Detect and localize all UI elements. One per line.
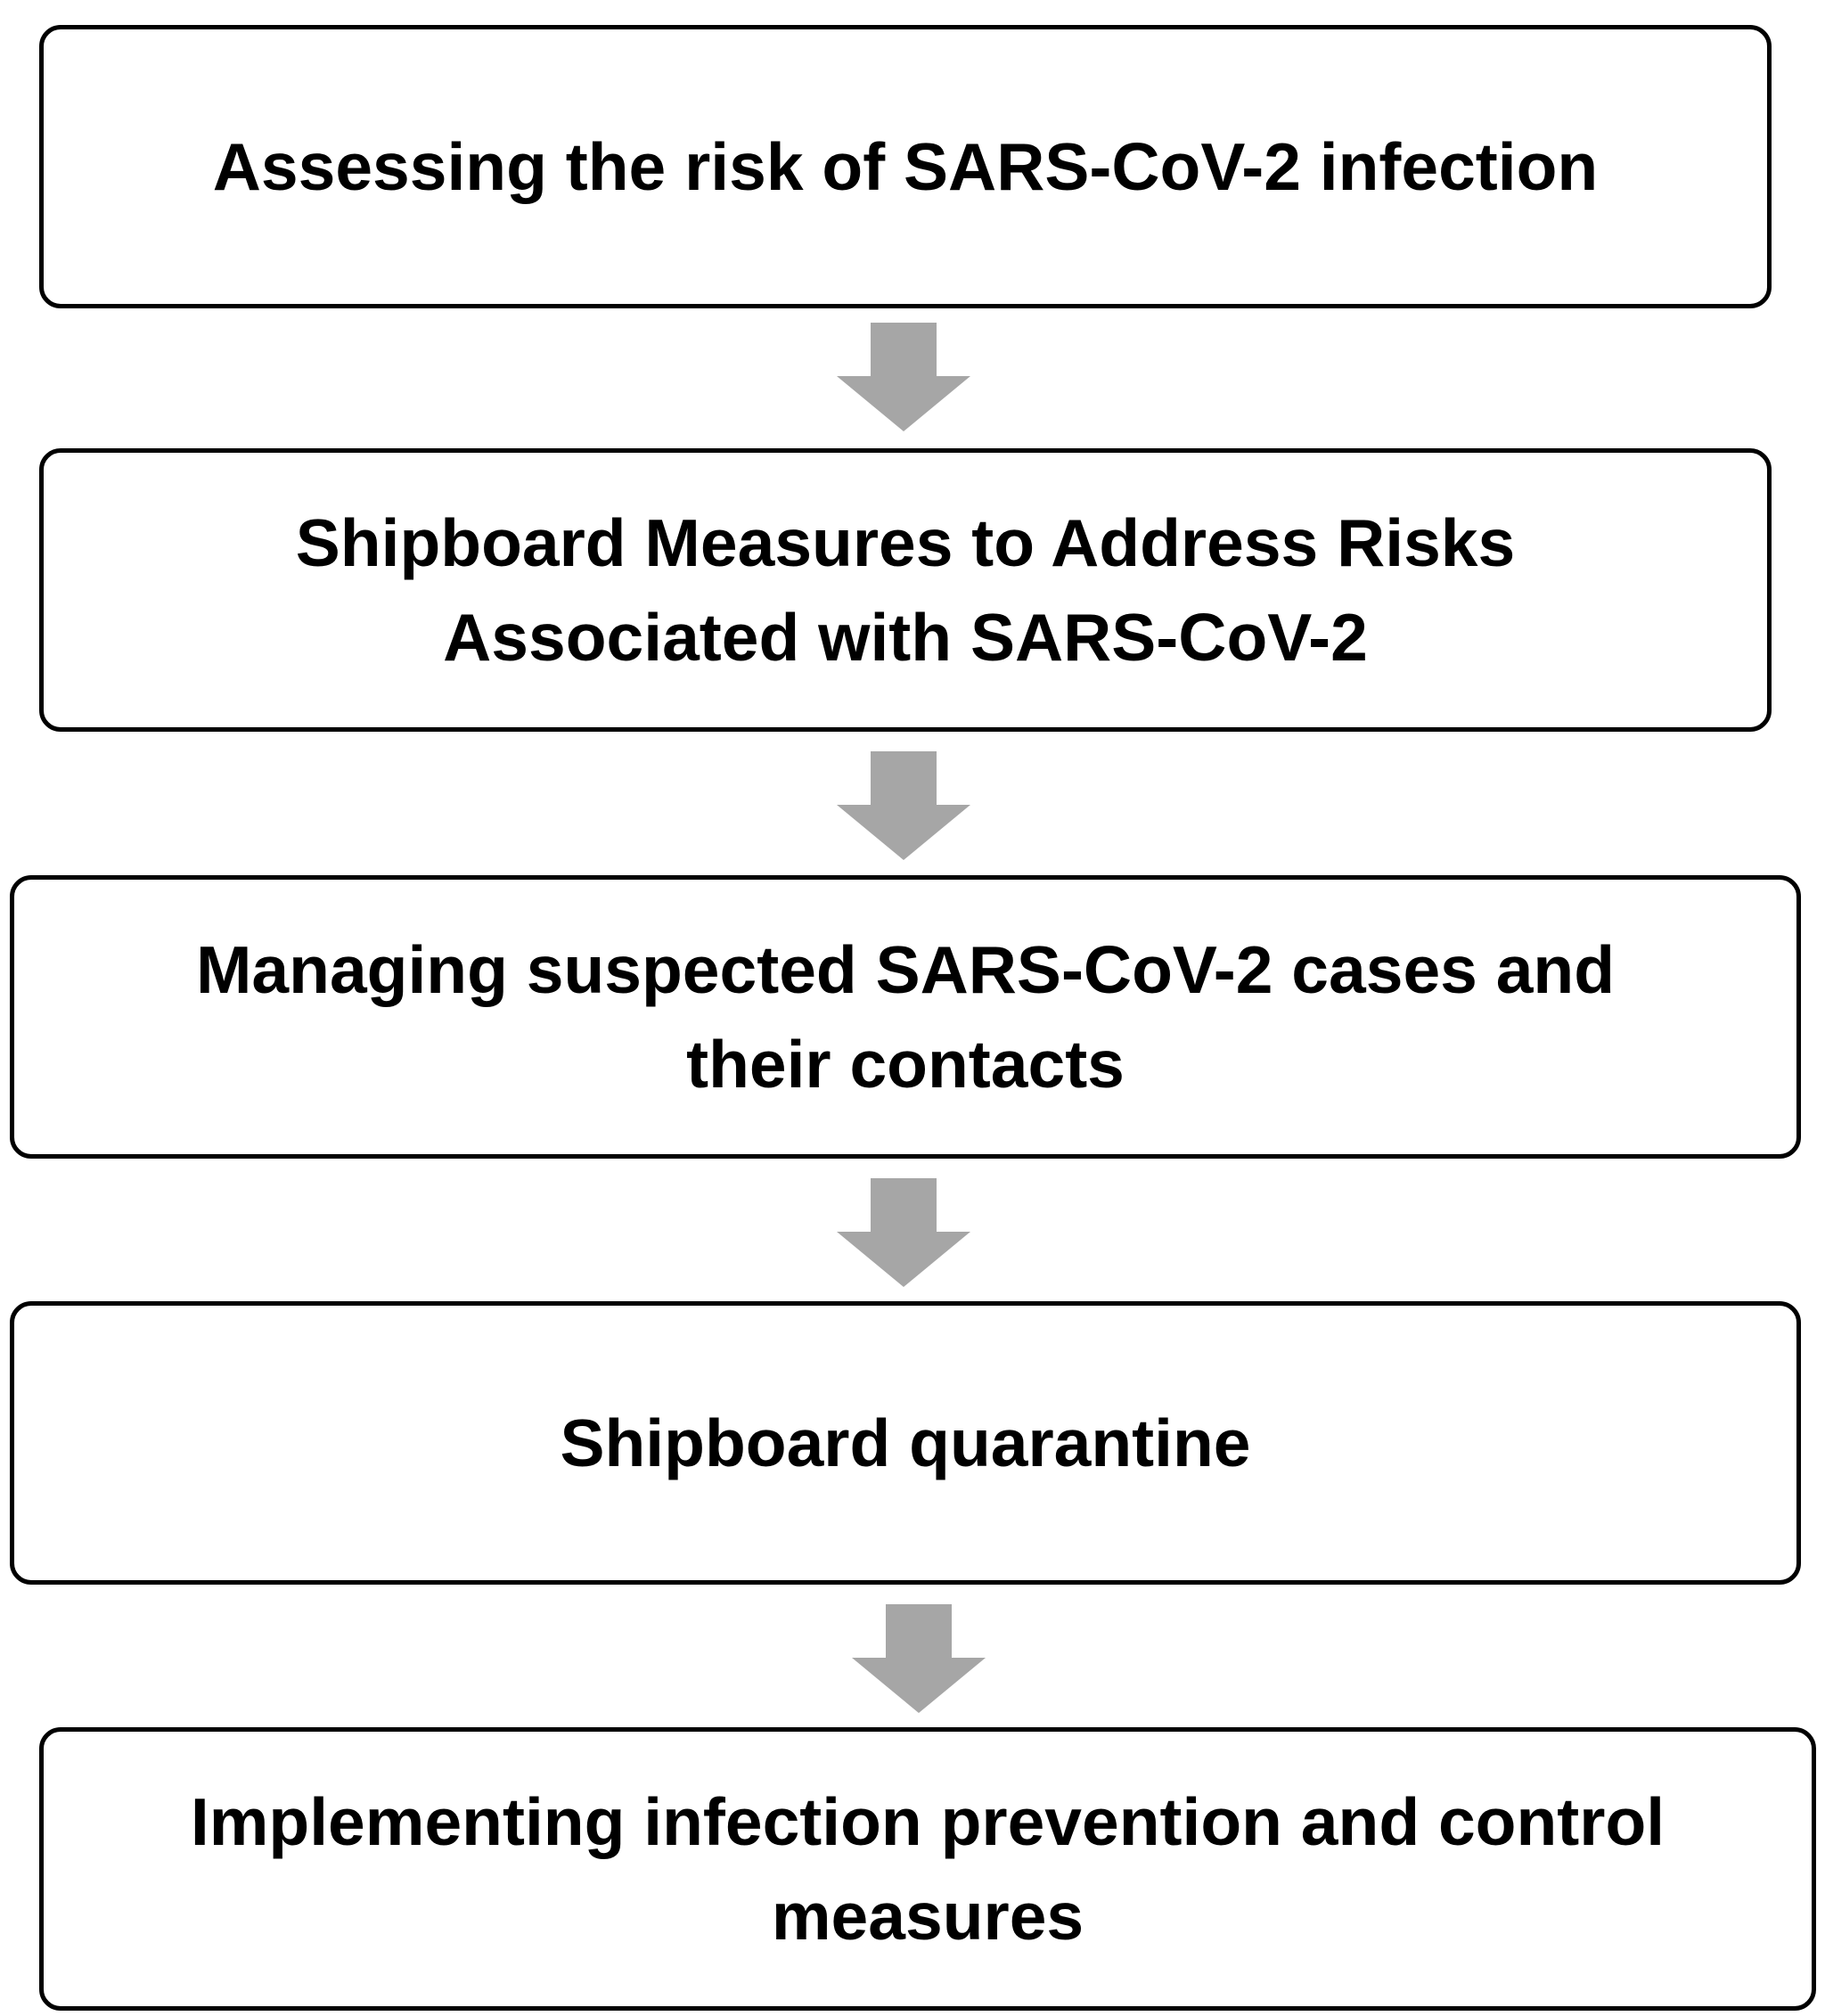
down-arrow-icon (837, 323, 970, 431)
step-box-3 (10, 875, 1801, 1159)
step-label-4: Shipboard quarantine (560, 1405, 1251, 1480)
step-label-1: Assessing the risk of SARS-CoV-2 infection (212, 129, 1599, 204)
step-box-1 (39, 25, 1772, 308)
step-box-4 (10, 1301, 1801, 1585)
step-label-5: Implementing infection prevention and control measures (190, 1784, 1665, 1954)
down-arrow-icon (852, 1604, 986, 1713)
step-label-2: Shipboard Measures to Address Risks Associated with SARS-CoV-2 (295, 505, 1516, 675)
down-arrow-icon (837, 1178, 970, 1287)
step-label-3: Managing suspected SARS-CoV-2 cases and their contacts (195, 932, 1616, 1102)
step-box-2 (39, 448, 1772, 732)
step-box-5 (39, 1727, 1816, 2011)
down-arrow-icon (837, 751, 970, 860)
